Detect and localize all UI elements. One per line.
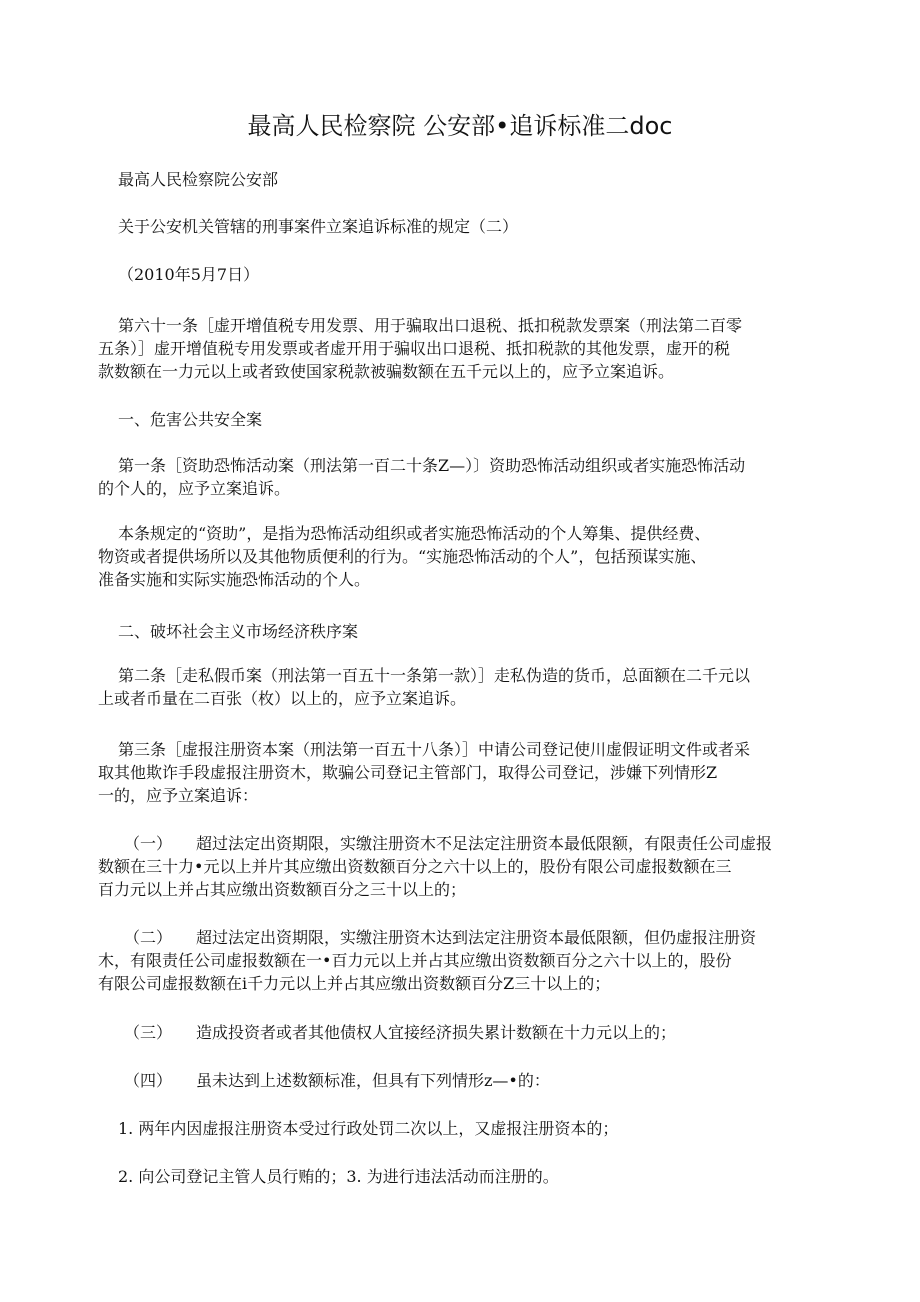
article-1-note: 本条规定的“资助”，是指为恐怖活动组织或者实施恐怖活动的个人筹集、提供经费、 物资或者提供场所以及其他物质便利的行为。“实施恐怖活动的个人”，包括预谋实施、 准备实施和实际实施恐怖活动的个人。 <box>98 524 711 589</box>
section-1-heading: 一、危害公共安全案 <box>118 410 263 429</box>
sub-item-2-3: 2. 向公司登记主管人员行贿的；3. 为进行违法活动而注册的。 <box>118 1167 559 1186</box>
regulation-subtitle: 关于公安机关管辖的刑事案件立案追诉标准的规定（二） <box>118 217 519 236</box>
item-4: （四） 虽未达到上述数额标准，但具有下列情形z—•的： <box>124 1071 550 1090</box>
sub-item-1: 1. 两年内因虚报注册资本受过行政处罚二次以上，又虚报注册资本的； <box>118 1119 619 1138</box>
article-1: 第一条［资助恐怖活动案（刑法第一百二十条Z—）〕资助恐怖活动组织或者实施恐怖活动 的个人的，应予立案追诉。 <box>98 456 746 498</box>
item-1: （一） 超过法定出资期限，实缴注册资木不足法定注册资本最低限额，有限责任公司虚报 数额在三十力•元以上并片其应缴出资数额百分之六十以上的，股份有限公司虚报数额在三 百力元以上并占其应缴出资数额百分之三十以上的； <box>98 834 773 899</box>
article-3: 第三条［虚报注册资本案（刑法第一百五十八条）］中请公司登记使川虚假证明文件或者采 取其他欺诈手段虚报注册资木，欺骗公司登记主管部门，取得公司登记，涉嫌下列情形Z 一的，应予立案追诉： <box>98 740 751 805</box>
section-2-heading: 二、破坏社会主义市场经济秩序案 <box>118 622 359 641</box>
document-title: 最高人民检察院 公安部•追诉标准二doc <box>247 112 673 140</box>
issuing-organization: 最高人民检察院公安部 <box>118 170 279 189</box>
item-3: （三） 造成投资者或者其他债权人宜接经济损失累计数额在十力元以上的； <box>124 1023 677 1042</box>
article-2: 第二条［走私假币案（刑法第一百五十一条第一款）］走私伪造的货币，总面额在二千元以 上或者币量在二百张（枚）以上的，应予立案追诉。 <box>98 666 751 708</box>
regulation-date: （2010年5月7日） <box>118 265 260 284</box>
article-61: 第六十一条［虚开增值税专用发票、用于骗取出口退税、抵扣税款发票案（刑法第二百零 五条）］虚开增值税专用发票或者虚开用于骗収出口退税、抵扣税款的其他发票，虚开的税 款数额在一力元以上或者致使国家税款被骗数额在五千元以上的，应予立案追诉。 <box>98 316 743 381</box>
item-2: （二） 超过法定出资期限，实缴注册资木达到法定注册资本最低限额，但仍虚报注册资 木，有限责任公司虚报数额在一•百力元以上并占其应缴出资数额百分之六十以上的，股份 有限公司虚报数额在i千力元以上并占其应缴出资数额百分Z三十以上的； <box>98 928 757 993</box>
